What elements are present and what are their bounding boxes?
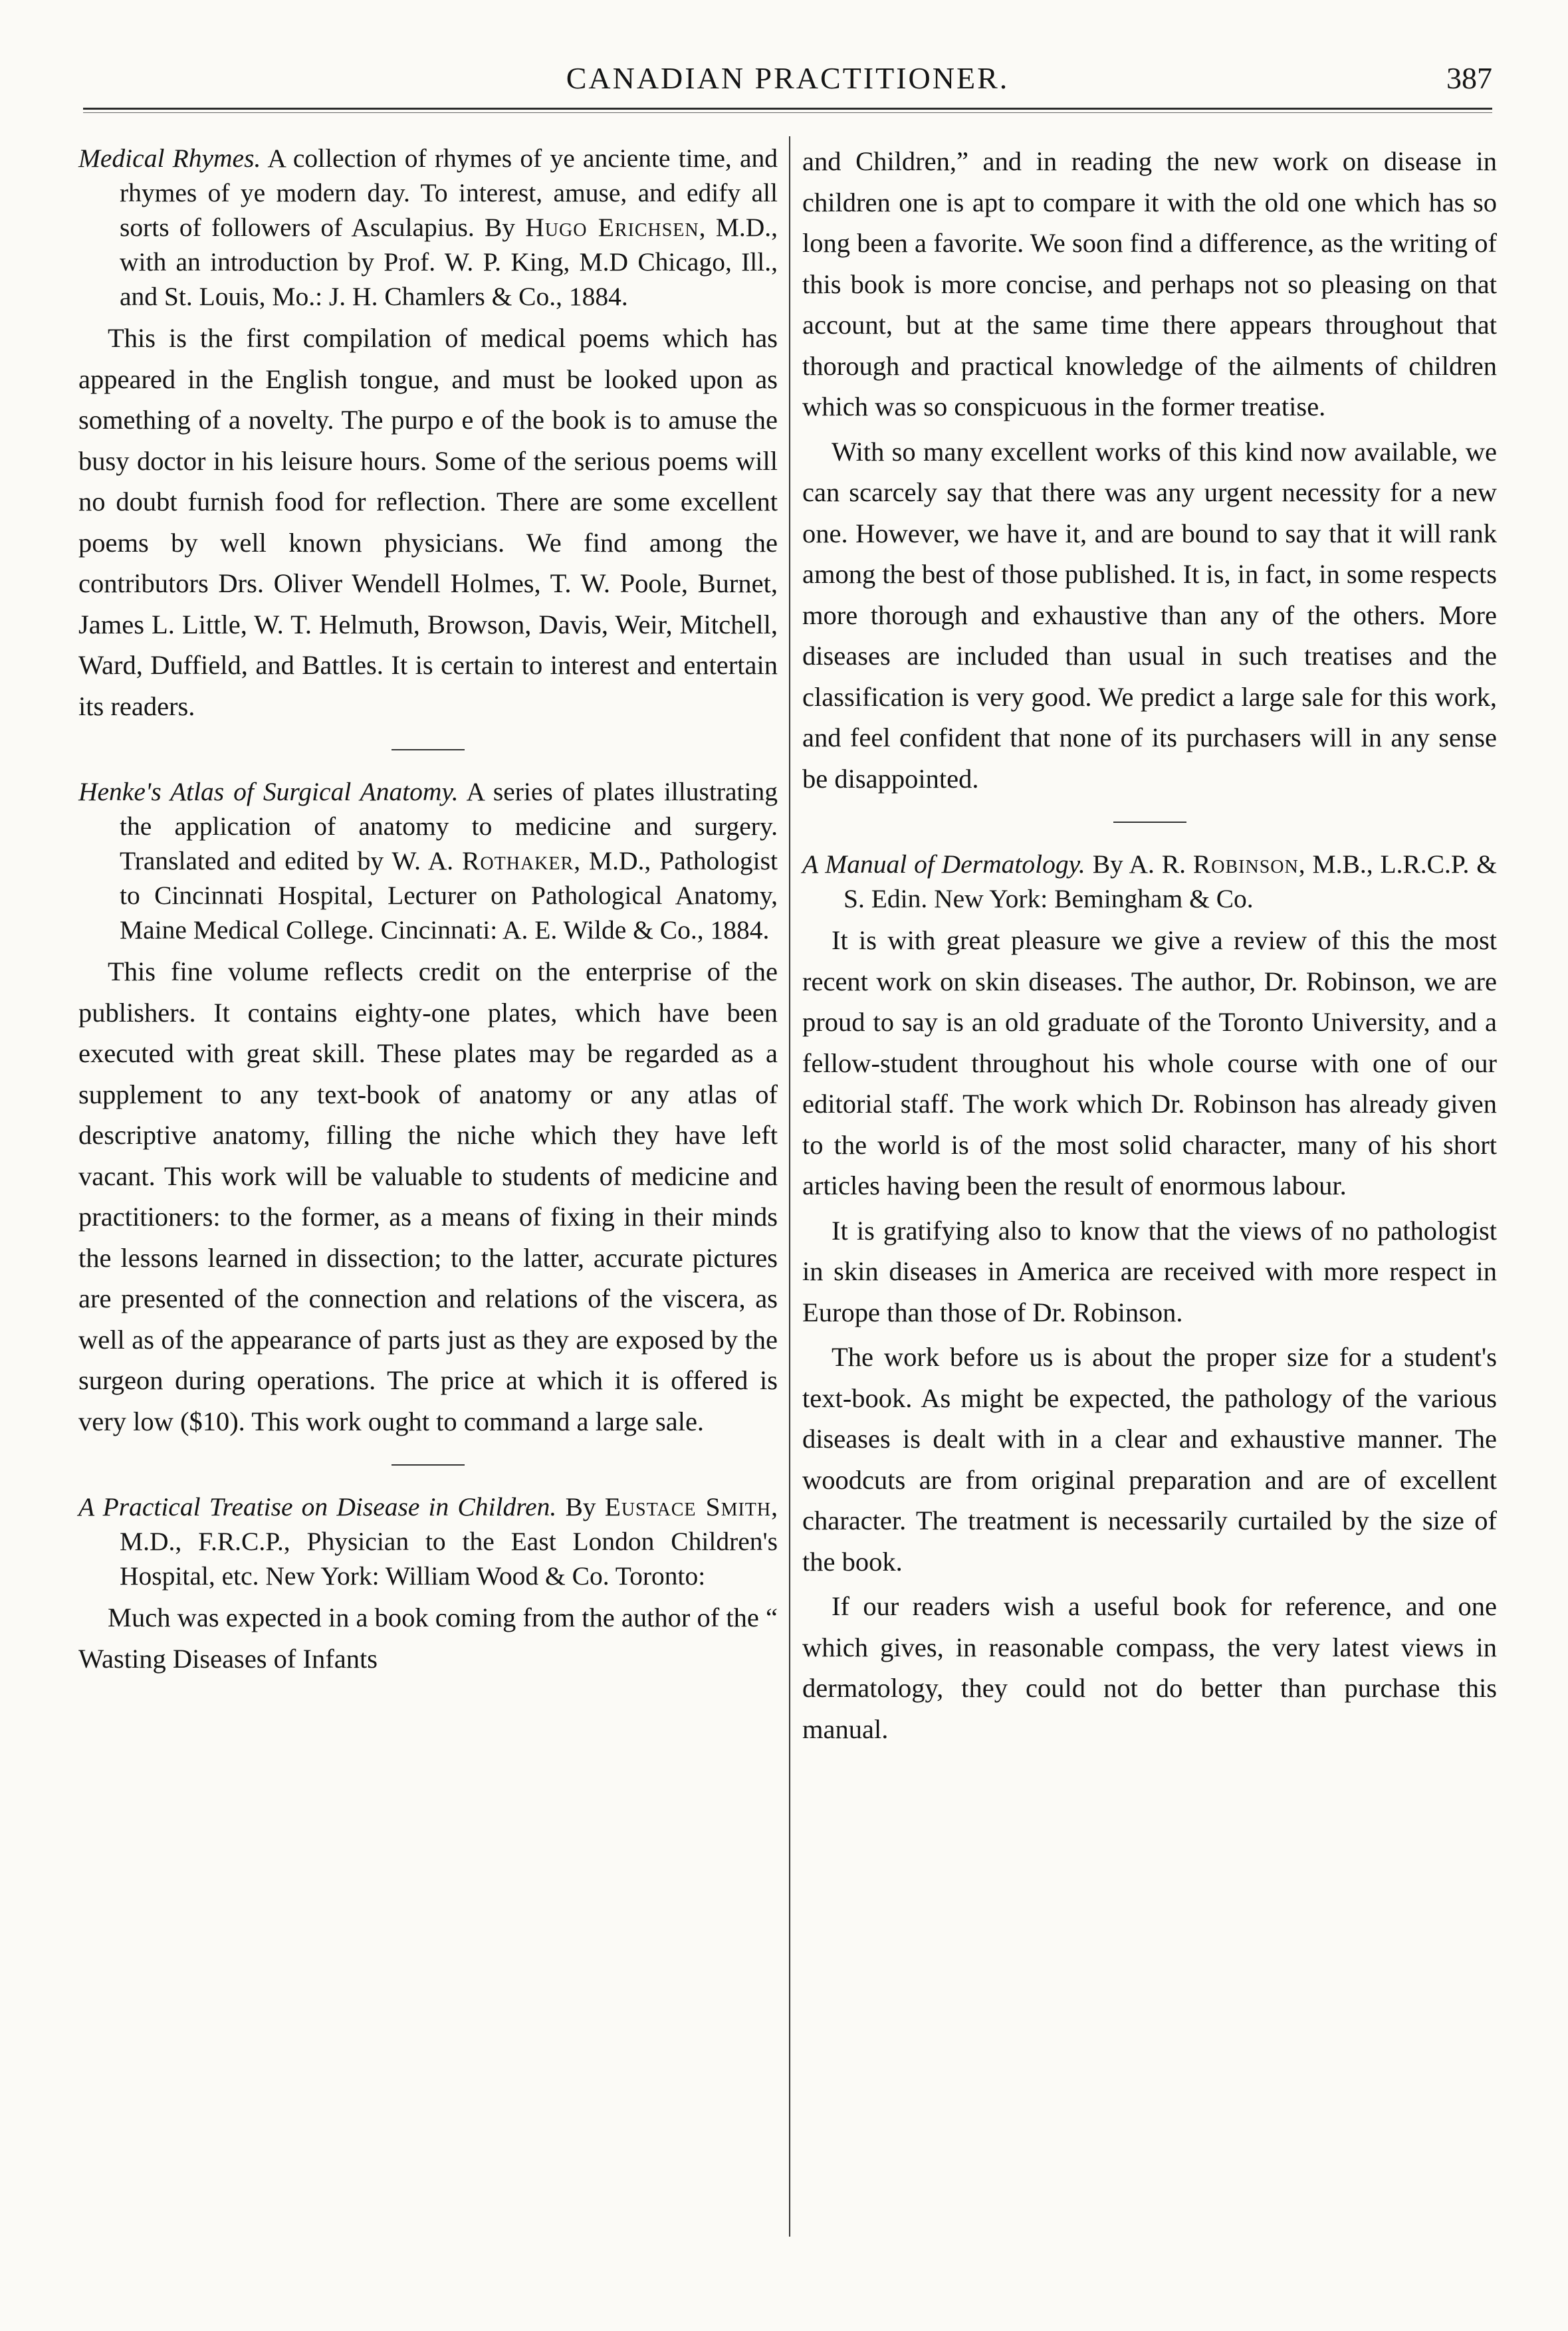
review-body: It is gratifying also to know that the views of no pathologist in skin diseases in America are received with more respect in Europe than those of Dr. Robinson.	[802, 1215, 1497, 1327]
review-heading	[78, 774, 778, 947]
review-body: The work before us is about the proper size for a student's text-book. As might be expected, the pathology of the various diseases is dealt with in a clear and exhaustive manner. The woodcuts are from original preparation and are of excellent character. The treatment is necessarily curtailed by the size of the book.	[802, 1342, 1497, 1577]
author-name: Hugo Erichsen	[525, 213, 699, 242]
review-body: and Children,” and in reading the new work on disease in children one is apt to compare it with the old one which has so long been a favorite. We soon find a difference, as the writing of this book is more concise, and perhaps not so pleasing on that account, but at the same time there appears throughout that thorough and practical knowledge of the ailments of children which was so conspicuous in the former treatise.	[802, 146, 1497, 421]
header-rule	[83, 108, 1492, 110]
review-body: If our readers wish a useful book for reference, and one which gives, in reasonable compass, the very latest views in dermatology, they could not do better than purchase this manual.	[802, 1591, 1497, 1744]
review-heading	[78, 1490, 778, 1593]
book-title: A Manual of Dermatology.	[802, 849, 1085, 879]
author-name: Robinson	[1192, 849, 1299, 879]
journal-title: CANADIAN PRACTITIONER.	[566, 61, 1010, 95]
heading-text-2: , M.D., F.R.C.P., Physician to the East London Children's Hospital, etc. New York: William Wood & Co. Toronto:	[120, 1492, 778, 1591]
author-name: Rothaker	[462, 846, 574, 875]
review-medical-rhymes	[78, 141, 778, 726]
section-divider	[392, 749, 465, 750]
left-column	[78, 141, 778, 1679]
review-henkes-atlas	[78, 774, 778, 1442]
column-divider	[789, 136, 790, 2237]
section-divider	[1113, 822, 1186, 823]
review-manual-of-dermatology	[802, 847, 1497, 1749]
heading-text: By	[565, 1492, 605, 1521]
heading-text-2: , M.D., Pathologist to Cincinnati Hospital, Lecturer on Pathological Anatomy, Maine Medical College. Cincinnati: A. E. Wilde & Co., 1884.	[120, 846, 778, 944]
review-disease-in-children-continued	[802, 141, 1497, 799]
review-body: This is the first compilation of medical poems which has appeared in the English tongue, and must be looked upon as something of a novelty. The purpo e of the book is to amuse the busy doctor in his leisure hours. Some of the serious poems will no doubt furnish food for reflection. There are some excellent poems by well known physicians. We find among the contributors Drs. Oliver Wendell Holmes, T. W. Poole, Burnet, James L. Little, W. T. Helmuth, Browson, Davis, Weir, Mitchell, Ward, Duffield, and Battles. It is certain to interest and entertain its readers.	[78, 323, 778, 721]
review-body: With so many excellent works of this kind now available, we can scarcely say that there was any urgent necessity for a new one. However, we have it, and are bound to say that it will rank among the best of those published. It is, in fact, in some respects more thorough and exhaustive than any of the others. More diseases are included than usual in such treatises and the classification is very good. We predict a large sale for this work, and feel confident that none of its purchasers will in any sense be disappointed.	[802, 436, 1497, 794]
heading-text: A collection of rhymes of ye anciente time, and rhymes of ye modern day. To interest, amuse, and edify all sorts of followers of Asculapius. By	[120, 144, 778, 242]
review-disease-in-children	[78, 1490, 778, 1679]
section-divider	[392, 1464, 465, 1466]
page-number: 387	[1446, 61, 1492, 95]
heading-text-2: , M.D., with an introduction by Prof. W. P. King, M.D Chicago, Ill., and St. Louis, Mo.: J. H. Chamlers & Co., 1884.	[120, 213, 778, 311]
book-title: Henke's Atlas of Surgical Anatomy.	[78, 777, 459, 806]
heading-text: By A. R.	[1092, 849, 1193, 879]
review-body: It is with great pleasure we give a review of this the most recent work on skin diseases. The author, Dr. Robinson, we are proud to say is an old graduate of the Toronto University, and a fellow-student throughout his whole course with one of our editorial staff. The work which Dr. Robinson has already given to the world is of the most solid character, many of his short articles having been the result of enormous labour.	[802, 925, 1497, 1200]
author-name: Eustace Smith	[604, 1492, 772, 1521]
book-title: Medical Rhymes.	[78, 144, 261, 173]
review-heading	[78, 141, 778, 314]
right-column	[802, 141, 1497, 1749]
book-title: A Practical Treatise on Disease in Children.	[78, 1492, 557, 1521]
running-head	[83, 58, 1492, 105]
heading-text-2: , M.B., L.R.C.P. & S. Edin. New York: Bemingham & Co.	[843, 849, 1497, 913]
header-rule-thin	[83, 112, 1492, 113]
review-heading	[802, 847, 1497, 916]
review-body: This fine volume reflects credit on the enterprise of the publishers. It contains eighty-one plates, which have been executed with great skill. These plates may be regarded as a supplement to any text-book of anatomy or any atlas of descriptive anatomy, filling the niche which they have left vacant. This work will be valuable to students of medicine and practitioners: to the former, as a means of fixing in their minds the lessons learned in dissection; to the latter, accurate pictures are presented of the connection and relations of the viscera, as well as of the appearance of parts just as they are exposed by the surgeon during operations. The price at which it is offered is very low ($10). This work ought to command a large sale.	[78, 956, 778, 1436]
heading-text: A series of plates illustrating the application of anatomy to medicine and surgery. Translated and edited by W. A.	[120, 777, 778, 875]
review-body: Much was expected in a book coming from the author of the “ Wasting Diseases of Infants	[78, 1603, 778, 1674]
